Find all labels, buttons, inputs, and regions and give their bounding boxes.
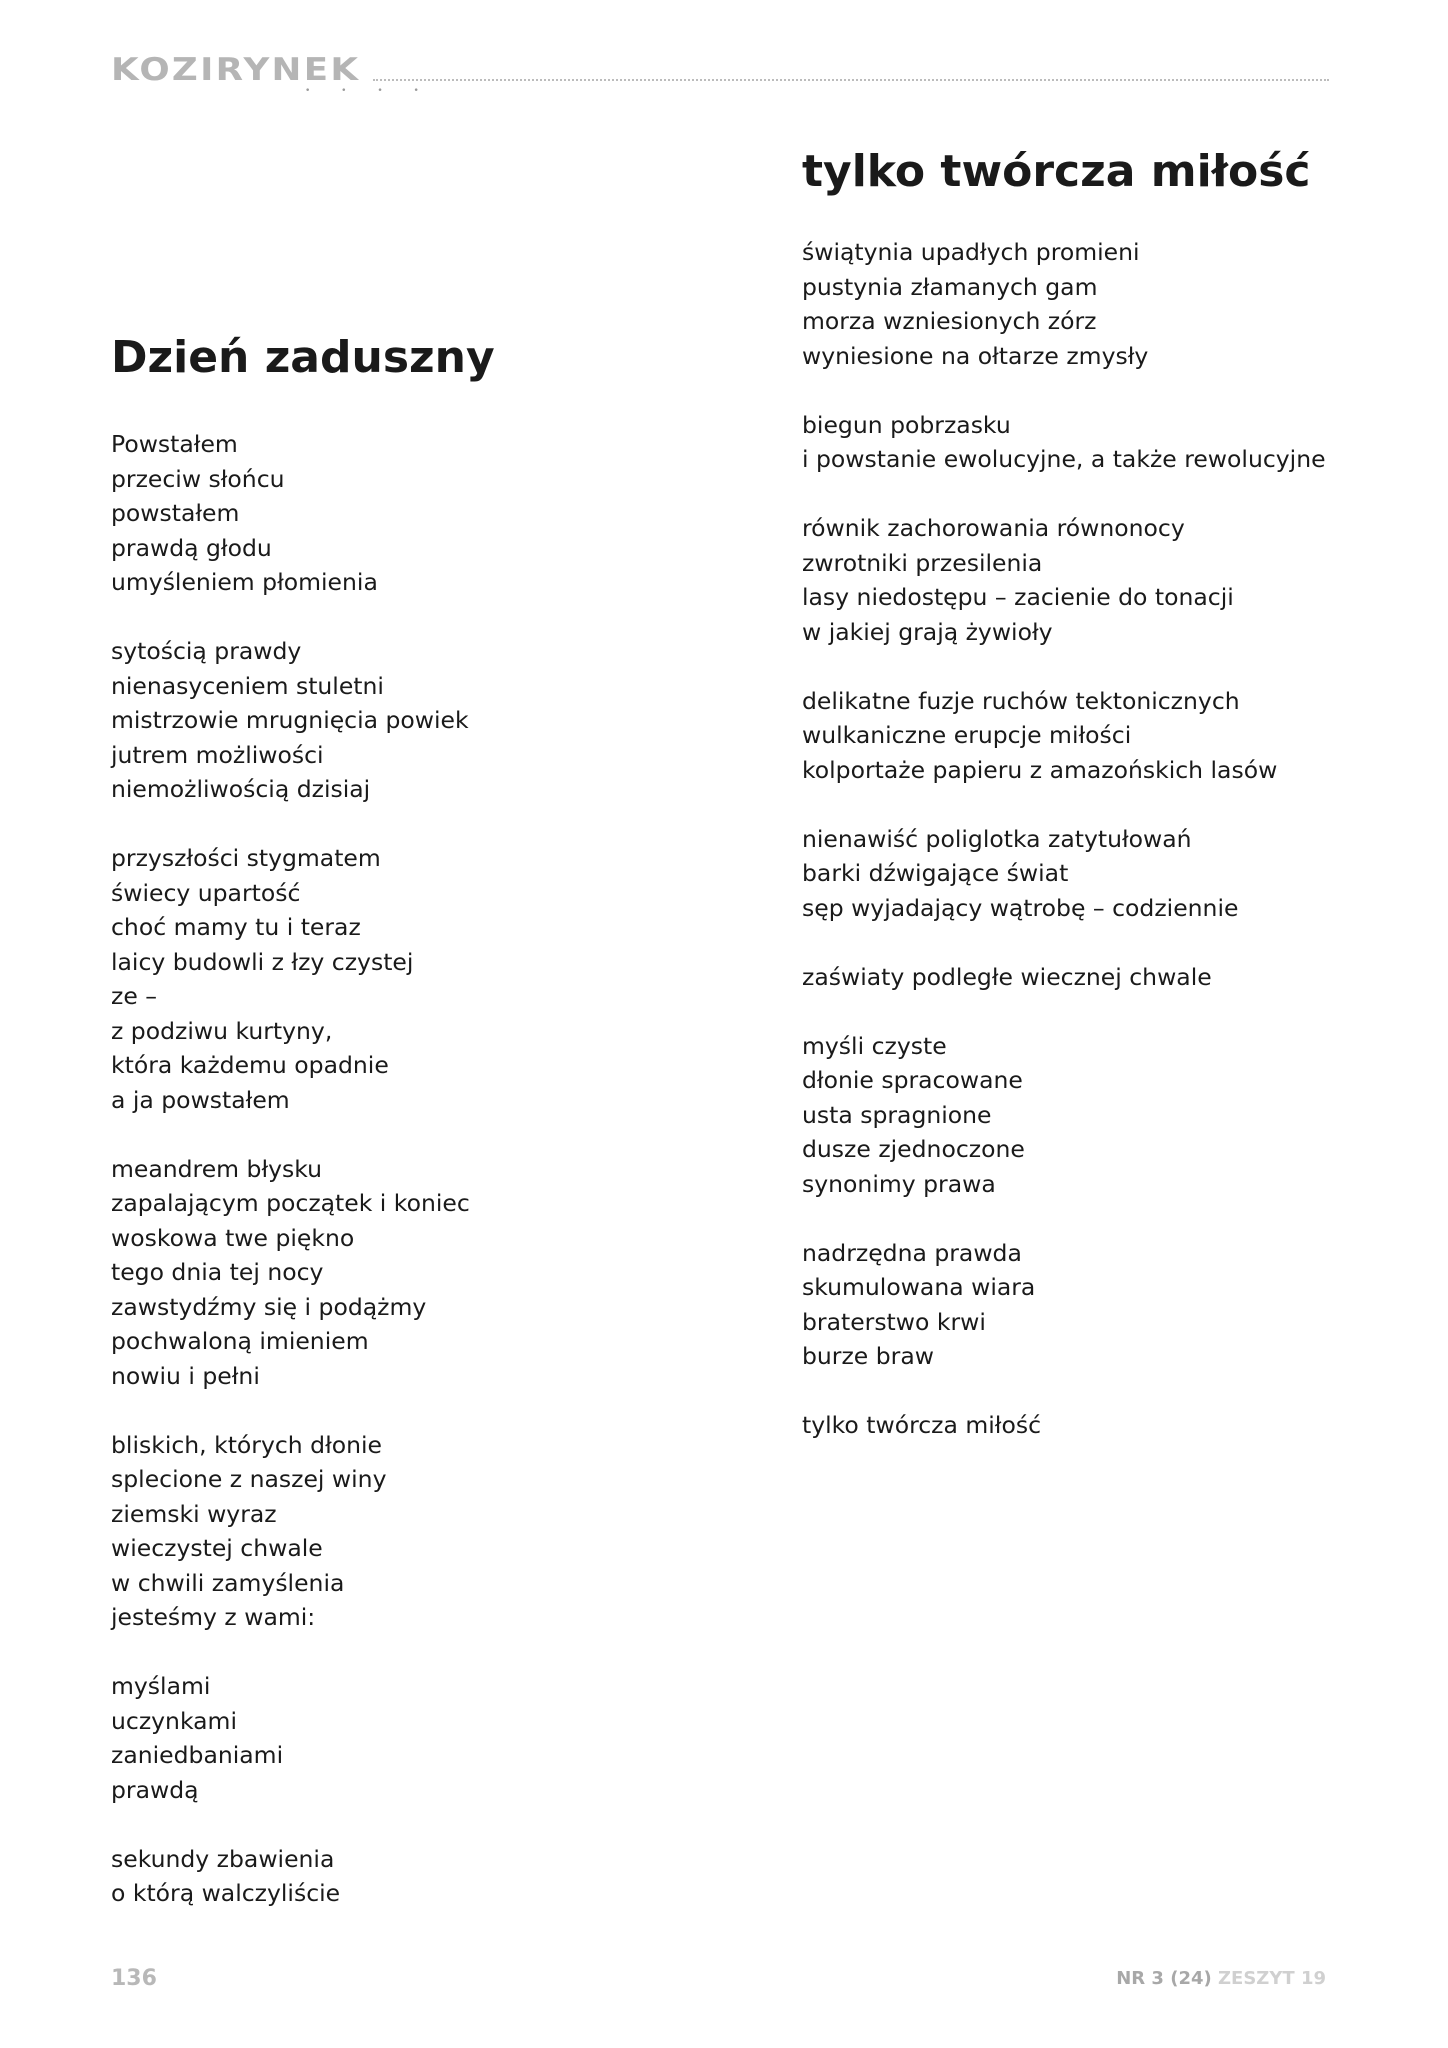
poem-dzien-zaduszny [111,332,711,1945]
poem-line: ze – [111,982,158,1010]
stanza [802,960,1362,995]
poem-line: dłonie spracowane [802,1066,1023,1094]
poem-line: a ja powstałem [111,1085,290,1114]
poem-body [111,427,711,1911]
poem-line: usta spragnione [802,1100,992,1129]
stanza [111,1842,711,1911]
poem-line: przeciw słońcu [111,464,285,493]
stanza [802,1408,1362,1443]
poem-line: nadrzędna prawda [802,1238,1022,1267]
stanza [111,841,711,1117]
poem-line: równik zachorowania równonocy [802,514,1185,542]
stanza [111,427,711,600]
stanza [802,822,1362,926]
poem-line: świątynia upadłych promieni [802,238,1140,266]
poem-line: laicy budowli z łzy czystej [111,947,414,976]
poem-line: tego dnia tej nocy [111,1258,324,1286]
stanza [802,1236,1362,1374]
poem-line: nienasyceniem stuletni [111,671,384,700]
poem-line: nowiu i pełni [111,1361,260,1390]
poem-line: zawstydźmy się i podążmy [111,1292,427,1321]
poem-line: woskowa twe piękno [111,1223,355,1252]
poem-line: zapalającym początek i koniec [111,1189,470,1217]
poem-line: jutrem możliwości [111,740,324,769]
poem-line: braterstwo krwi [802,1307,986,1336]
stanza [802,408,1362,477]
stanza [111,1669,711,1807]
stanza [111,634,711,807]
poem-line: sęp wyjadający wątrobę – codziennie [802,893,1239,922]
issue-number: NR 3 (24) [1116,1968,1212,1989]
poem-line: sytością prawdy [111,637,302,665]
poem-line: barki dźwigające świat [802,859,1069,887]
poem-line: mistrzowie mrugnięcia powiek [111,706,469,734]
stanza [802,1029,1362,1202]
poem-line: morza wzniesionych zórz [802,307,1097,335]
poem-line: przyszłości stygmatem [111,844,381,872]
poem-line: która każdemu opadnie [111,1051,389,1079]
poem-line: prawdą [111,1775,199,1804]
poem-line: myśli czyste [802,1031,947,1060]
poem-line: prawdą głodu [111,533,272,562]
stanza [802,235,1362,373]
poem-line: biegun pobrzasku [802,410,1011,439]
stanza [802,684,1362,788]
poem-line: pochwaloną imieniem [111,1327,369,1355]
poem-line: nienawiść poliglotka zatytułowań [802,824,1192,853]
poem-line: choć mamy tu i teraz [111,913,361,941]
page-header [111,52,1329,96]
poem-line: burze braw [802,1342,934,1370]
issue-info [1116,1968,1326,1989]
poem-line: delikatne fuzje ruchów tektonicznych [802,686,1240,715]
stanza [802,511,1362,649]
poem-line: zaniedbaniami [111,1741,284,1769]
poem-line: uczynkami [111,1706,237,1735]
poem-line: i powstanie ewolucyjne, a także rewolucyjne [802,445,1326,473]
poem-line: tylko twórcza miłość [802,1411,1041,1439]
poem-line: lasy niedostępu – zacienie do tonacji [802,583,1234,611]
poem-line: jesteśmy z wami: [111,1603,316,1631]
poem-line: wyniesione na ołtarze zmysły [802,341,1149,370]
poem-line: zaświaty podległe wiecznej chwale [802,962,1212,991]
stanza [111,1152,711,1394]
poem-line: w chwili zamyślenia [111,1568,345,1597]
poem-line: o którą walczyliście [111,1879,341,1907]
poem-line: meandrem błysku [111,1154,323,1183]
logo-dots: • • • • [305,86,433,96]
poem-line: zwrotniki przesilenia [802,548,1043,577]
poem-line: powstałem [111,499,240,527]
poem-line: skumulowana wiara [802,1273,1036,1301]
poem-line: splecione z naszej winy [111,1465,387,1493]
poem-title: tylko twórcza miłość [802,146,1311,197]
poem-line: pustynia złamanych gam [802,272,1098,301]
poem-body [802,235,1362,1443]
page-number: 136 [111,1966,157,1991]
poem-line: ziemski wyraz [111,1499,277,1528]
poem-line: dusze zjednoczone [802,1135,1025,1163]
zeszyt-number: ZESZYT 19 [1218,1968,1326,1989]
poem-line: umyśleniem płomienia [111,568,378,596]
poem-line: wieczystej chwale [111,1534,323,1562]
poem-line: bliskich, których dłonie [111,1430,383,1459]
header-dotted-rule [373,79,1329,81]
poem-line: synonimy prawa [802,1169,996,1198]
poem-tylko-tworcza-milosc [802,146,1362,1477]
poem-title: Dzień zaduszny [111,332,495,383]
poem-line: myślami [111,1672,211,1700]
stanza [111,1428,711,1635]
poem-line: niemożliwością dzisiaj [111,775,371,803]
poem-line: wulkaniczne erupcje miłości [802,721,1132,749]
poem-line: z podziwu kurtyny, [111,1016,333,1045]
magazine-logo: KOZIRYNEK [111,52,361,88]
poem-line: kolportaże papieru z amazońskich lasów [802,755,1278,784]
poem-line: Powstałem [111,430,238,458]
poem-line: sekundy zbawienia [111,1844,335,1873]
poem-line: w jakiej grają żywioły [802,617,1053,646]
poem-line: świecy upartość [111,878,301,907]
